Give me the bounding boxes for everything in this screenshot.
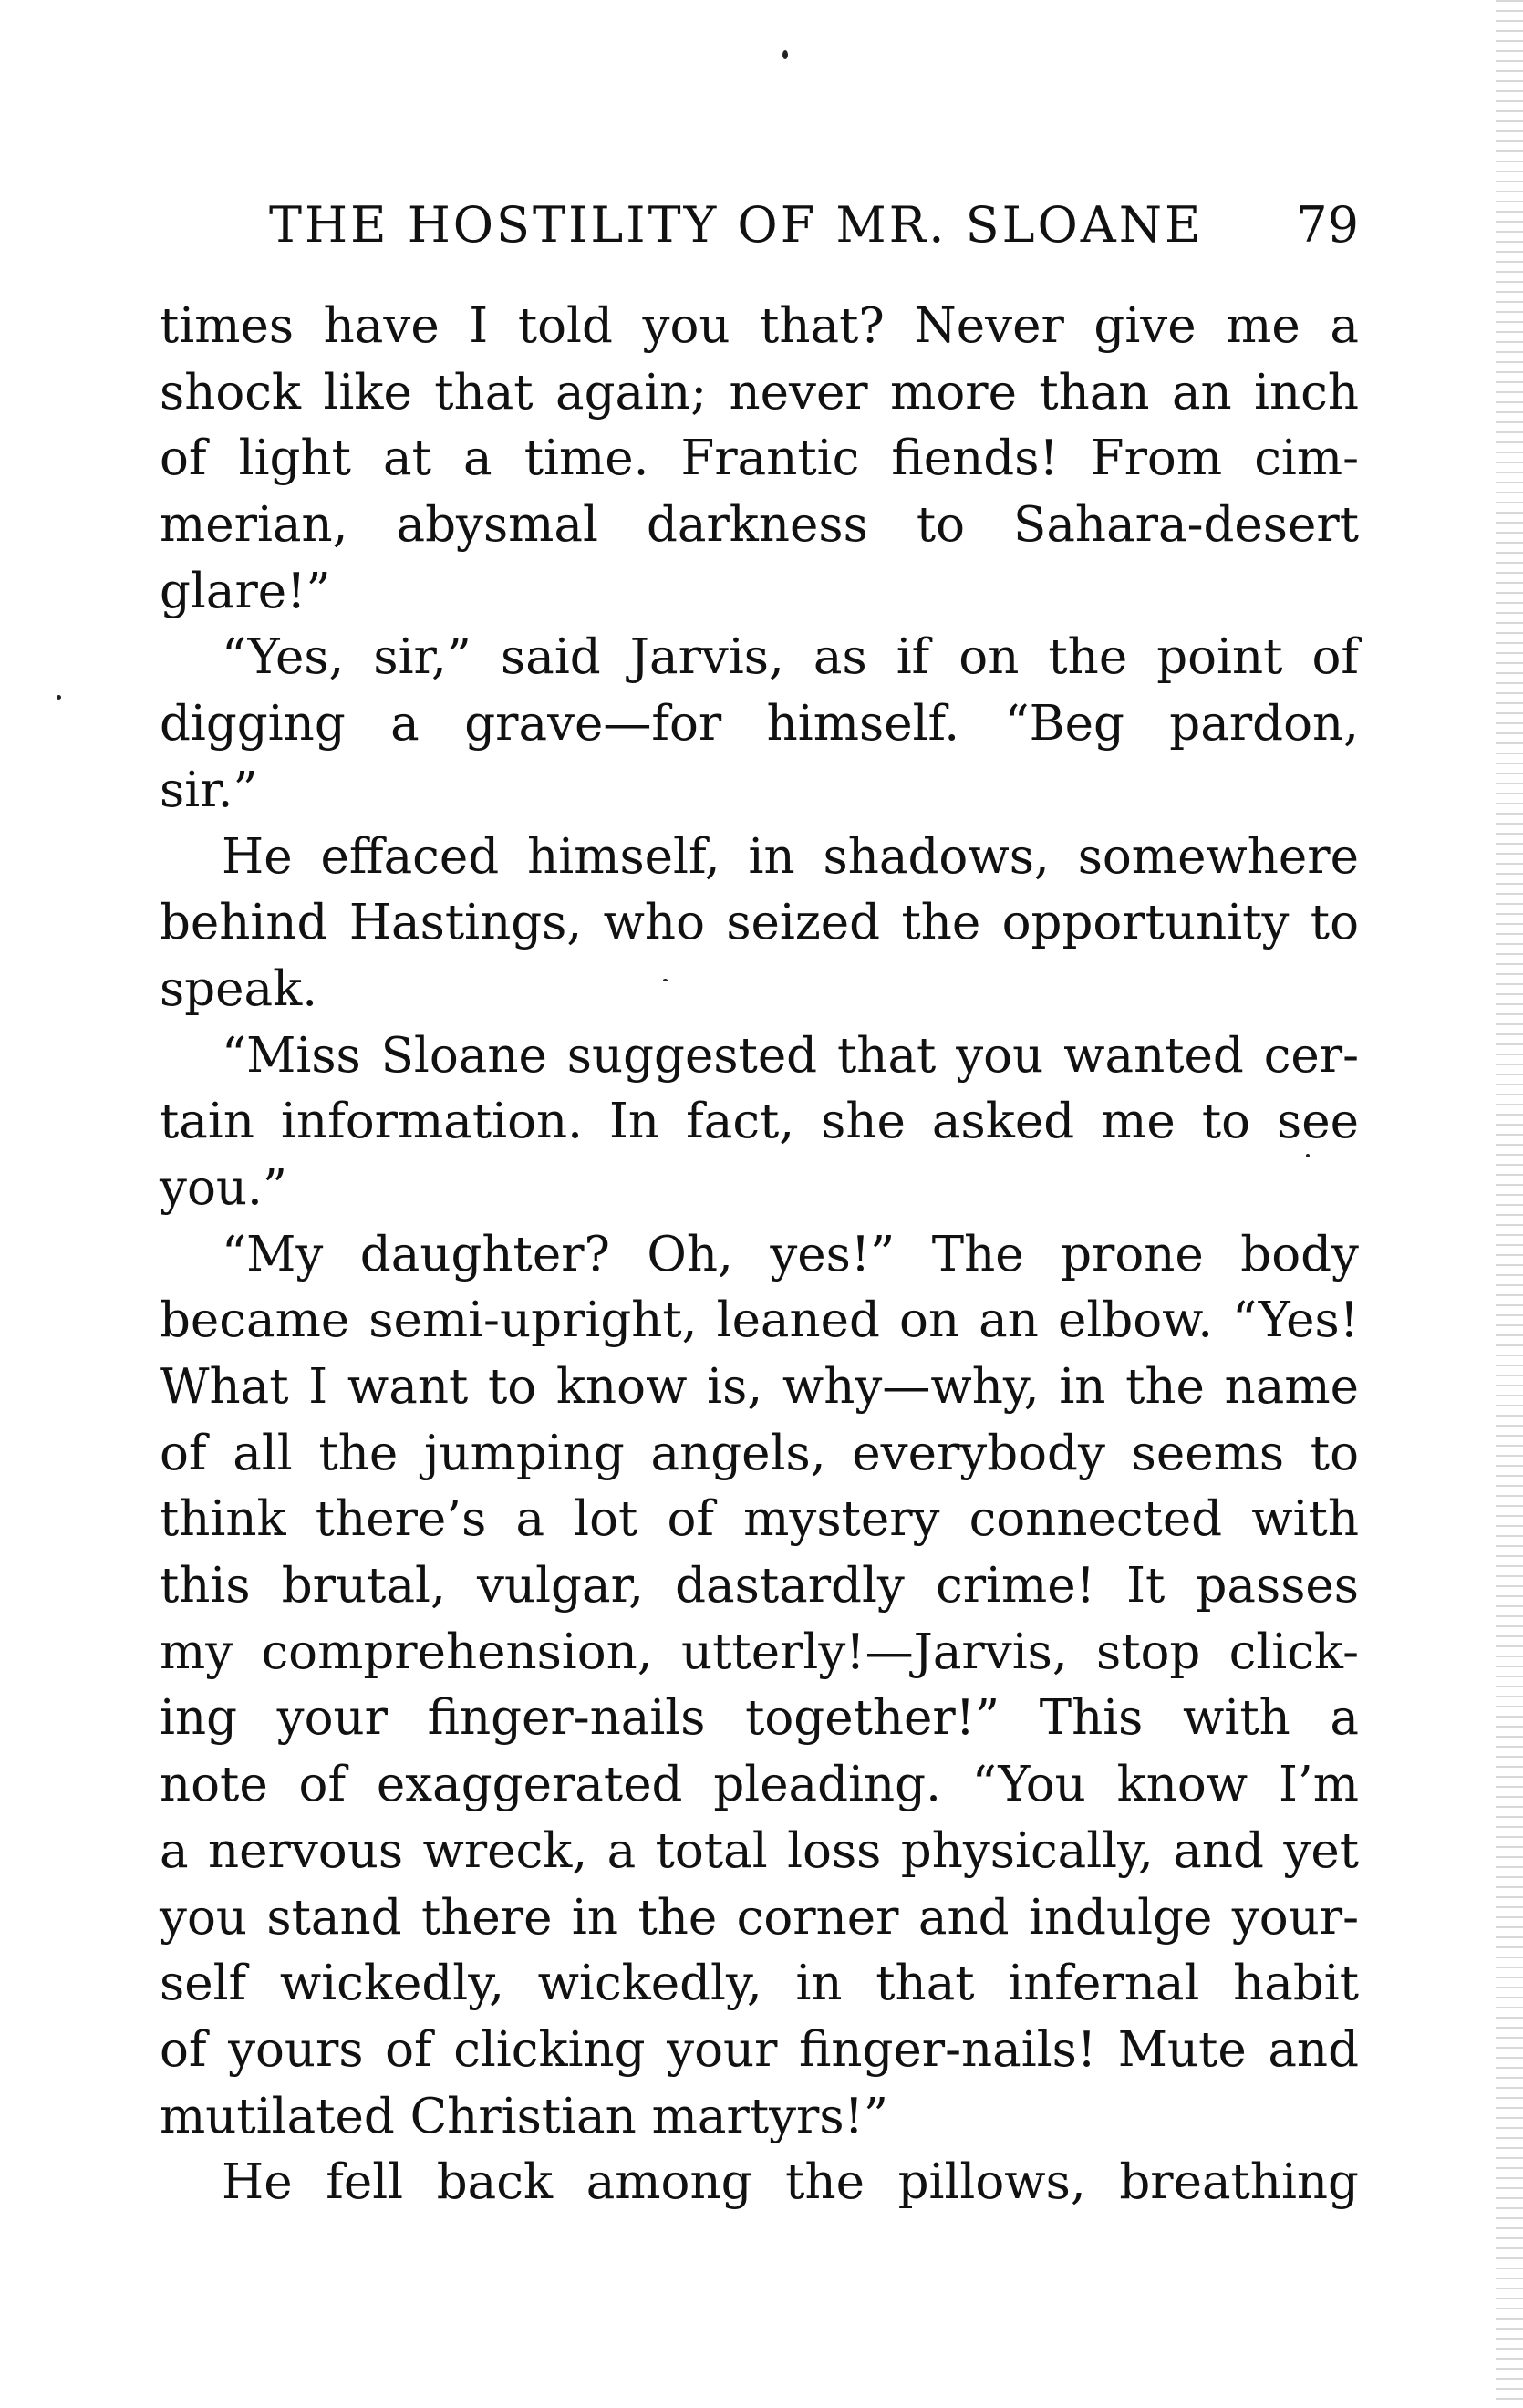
text-line: What I want to know is, why—why, in the name xyxy=(160,1359,1359,1415)
text-line: shock like that again; never more than an inch xyxy=(160,364,1359,420)
text-line: tain information. In fact, she asked me to see xyxy=(160,1094,1359,1150)
page-header xyxy=(269,196,1359,269)
text-line: ing your finger-nails together!” This with a xyxy=(160,1690,1359,1747)
text-line: my comprehension, utterly!—Jarvis, stop click- xyxy=(160,1624,1359,1680)
text-line: He effaced himself, in shadows, somewhere xyxy=(222,828,1359,885)
text-line: times have I told you that? Never give me a xyxy=(160,298,1359,354)
text-line: “Miss Sloane suggested that you wanted cer- xyxy=(222,1027,1359,1084)
text-line: this brutal, vulgar, dastardly crime! It passes xyxy=(160,1558,1359,1614)
running-head: THE HOSTILITY OF MR. SLOANE xyxy=(269,196,1204,254)
text-line: sir.” xyxy=(160,762,258,818)
print-speck xyxy=(57,695,61,700)
text-line: of light at a time. Frantic fiends! From cim- xyxy=(160,431,1359,487)
text-line: He fell back among the pillows, breathing xyxy=(222,2154,1359,2211)
text-line: digging a grave—for himself. “Beg pardon, xyxy=(160,696,1359,752)
text-line: you.” xyxy=(160,1159,287,1216)
text-line: you stand there in the corner and indulge your- xyxy=(160,1889,1359,1946)
text-line: merian, abysmal darkness to Sahara-desert xyxy=(160,497,1359,554)
text-line: self wickedly, wickedly, in that infernal habit xyxy=(160,1956,1359,2012)
text-line: glare!” xyxy=(160,563,331,619)
page-number: 79 xyxy=(1296,196,1359,254)
text-line: of yours of clicking your finger-nails! Mute and xyxy=(160,2021,1359,2078)
text-line: “Yes, sir,” said Jarvis, as if on the point of xyxy=(222,629,1359,686)
text-line: of all the jumping angels, everybody seems to xyxy=(160,1425,1359,1481)
text-line: a nervous wreck, a total loss physically, and yet xyxy=(160,1822,1359,1879)
text-line: speak. xyxy=(160,960,318,1017)
text-line: behind Hastings, who seized the opportunity to xyxy=(160,895,1359,951)
text-line: “My daughter? Oh, yes!” The prone body xyxy=(222,1226,1359,1282)
body-text xyxy=(160,294,1359,2216)
page-edge-shadow xyxy=(1496,0,1523,2408)
text-line: became semi-upright, leaned on an elbow. “Yes! xyxy=(160,1292,1359,1349)
text-line: think there’s a lot of mystery connected with xyxy=(160,1491,1359,1548)
text-line: mutilated Christian martyrs!” xyxy=(160,2088,888,2144)
text-line: note of exaggerated pleading. “You know I’m xyxy=(160,1757,1359,1813)
print-speck xyxy=(782,50,788,59)
